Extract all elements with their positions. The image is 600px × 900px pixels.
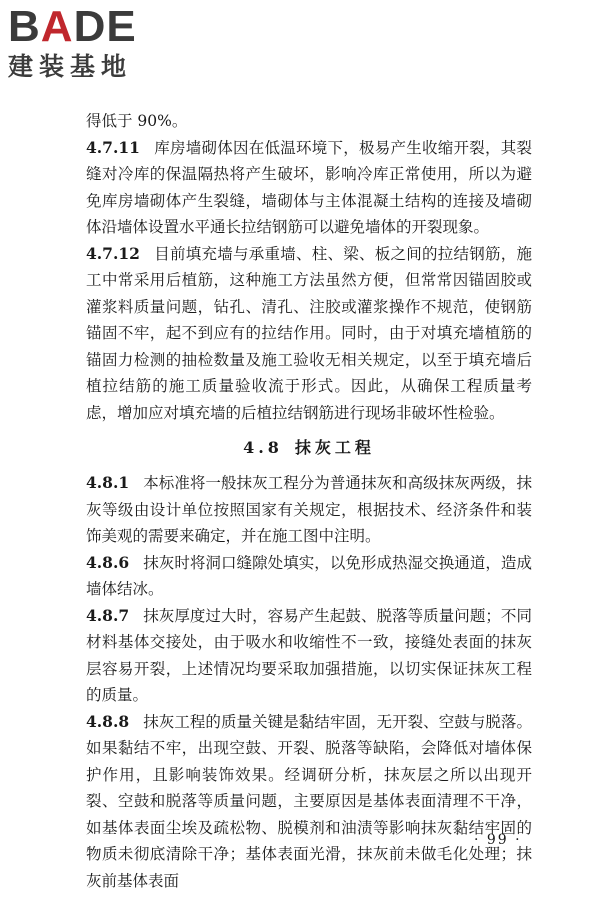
section-number: 4.8 xyxy=(243,438,283,457)
logo xyxy=(8,4,178,84)
clause-number: 4.8.6 xyxy=(86,552,130,572)
logo-letters-de: DE xyxy=(73,2,137,51)
section-heading-4-8 xyxy=(86,435,532,461)
clause-4-8-7 xyxy=(86,603,532,709)
clause-4-8-8 xyxy=(86,709,532,895)
clause-text: 库房墙砌体因在低温环境下，极易产生收缩开裂，其裂缝对冷库的保温隔热将产生破坏，影响冷库正常使用，所以为避免库房墙砌体产生裂缝，墙砌体与主体混凝土结构的连接及墙砌体沿墙体设置水平通长拉结钢筋可以避免墙体的开裂现象。 xyxy=(86,138,532,236)
clause-4-7-12 xyxy=(86,241,532,427)
logo-subtitle: 建装基地 xyxy=(8,52,133,81)
document-body xyxy=(86,108,532,894)
clause-4-8-1 xyxy=(86,470,532,550)
clause-text: 抹灰厚度过大时，容易产生起鼓、脱落等质量问题；不同材料基体交接处，由于吸水和收缩性不一致，接缝处表面的抹灰层容易开裂，上述情况均要采取加强措施，以切实保证抹灰工程的质量。 xyxy=(86,606,532,704)
clause-number: 4.8.7 xyxy=(86,605,130,625)
clause-text: 本标准将一般抹灰工程分为普通抹灰和高级抹灰两级，抹灰等级由设计单位按照国家有关规定，根据技术、经济条件和装饰美观的需要来确定，并在施工图中注明。 xyxy=(86,474,532,545)
logo-letter-a-accent: A xyxy=(40,2,74,51)
clause-text: 目前填充墙与承重墙、柱、梁、板之间的拉结钢筋，施工中常采用后植筋，这种施工方法虽然方便，但常常因锚固胶或灌浆料质量问题，钻孔、清孔、注胶或灌浆操作不规范，使钢筋锚固不牢，起不到应有的拉结作用。同时，由于对填充墙植筋的锚固力检测的抽检数量及施工验收无相关规定，以至于填充墙后植拉结筋的施工质量验收流于形式。因此，从确保工程质量考虑，增加应对填充墙的后植拉结钢筋进行现场非破坏性检验。 xyxy=(86,244,532,422)
logo-wordmark xyxy=(8,4,178,52)
clause-4-8-6 xyxy=(86,550,532,603)
clause-number: 4.8.8 xyxy=(86,711,130,731)
lead-in-text: 得低于 90%。 xyxy=(86,112,188,130)
clause-number: 4.7.11 xyxy=(86,137,140,157)
clause-number: 4.7.12 xyxy=(86,243,140,263)
clause-text: 抹灰时将洞口缝隙处填实，以免形成热湿交换通道，造成墙体结冰。 xyxy=(86,553,532,598)
page-number: · 99 · xyxy=(474,832,522,848)
clause-text: 抹灰工程的质量关键是黏结牢固，无开裂、空鼓与脱落。如果黏结不牢，出现空鼓、开裂、脱落等缺陷，会降低对墙体保护作用，且影响装饰效果。经调研分析，抹灰层之所以出现开裂、空鼓和脱落等质量问题，主要原因是基体表面清理不干净，如基体表面尘埃及疏松物、脱模剂和油渍等影响抹灰黏结牢固的物质未彻底清除干净；基体表面光滑，抹灰前未做毛化处理；抹灰前基体表面 xyxy=(86,712,532,890)
clause-number: 4.8.1 xyxy=(86,473,130,492)
logo-letter-b: B xyxy=(8,2,41,51)
section-title: 抹灰工程 xyxy=(294,438,375,457)
clause-4-7-11 xyxy=(86,135,532,241)
